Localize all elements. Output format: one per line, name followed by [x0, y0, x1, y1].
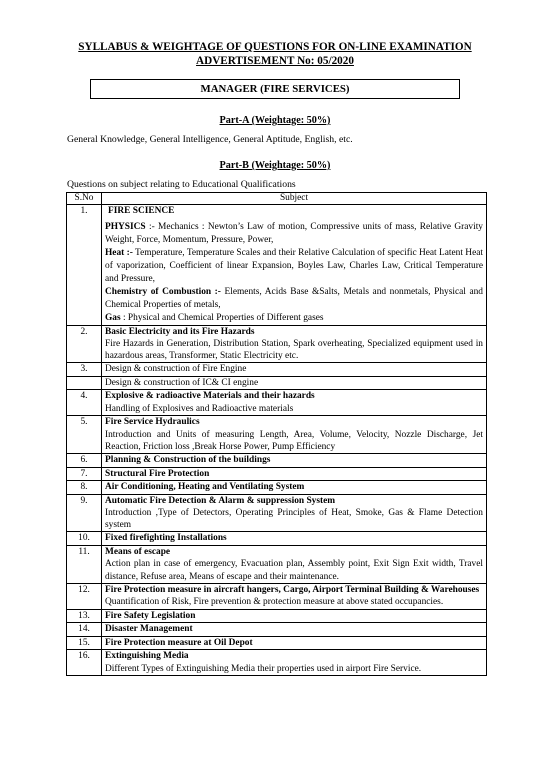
doc-title: SYLLABUS & WEIGHTAGE OF QUESTIONS FOR ON-LINE EXAMINATION — [78, 41, 472, 53]
row-description: Introduction ,Type of Detectors, Operating Principles of Heat, Smoke, Gas & Flame Detection system — [105, 508, 483, 531]
row-subject — [102, 494, 487, 532]
row-number: 15. — [67, 636, 102, 650]
table-row — [67, 636, 487, 650]
row-subject: Fixed firefighting Installations — [102, 532, 487, 546]
row-number: 1. — [67, 205, 102, 326]
chemistry-text: Elements, Acids Base &Salts, Metals and nonmetals, Physical and Chemical Properties of metals, — [105, 286, 483, 310]
part-b-text: Questions on subject relating to Educational Qualifications — [67, 179, 296, 190]
physics-label: PHYSICS — [105, 221, 146, 232]
table-row — [67, 532, 487, 546]
heat-text: Temperature, Temperature Scales and their Relative Calculation of specific Heat Latent Heat of vaporization, Coefficient of linear Expansion, Boyles Law, Charles Law, Critical Temperature and Pressure, — [105, 247, 484, 284]
table-row — [67, 481, 487, 495]
row-subject: Fire Safety Legislation — [102, 609, 487, 623]
row-title: FIRE SCIENCE — [108, 206, 175, 216]
row-title: Fire Service Hydraulics — [105, 417, 200, 428]
row-description: Fire Hazards in Generation, Distribution Station, Spark overheating, Specialized equipment used in hazardous areas, Transformer, Static Electricity etc. — [105, 339, 483, 362]
table-row — [67, 609, 487, 623]
row-subject: Design & construction of Fire Engine — [102, 363, 487, 377]
col-subject-header: Subject — [102, 193, 487, 205]
gas-label: Gas — [105, 312, 121, 323]
chemistry-label: Chemistry of Combustion :- — [105, 286, 221, 297]
physics-section — [105, 221, 483, 247]
row-description: Different Types of Extinguishing Media their properties used in airport Fire Service. — [105, 663, 422, 674]
row-title: Basic Electricity and its Fire Hazards — [105, 326, 255, 337]
advertisement-number: ADVERTISEMENT No: 05/2020 — [196, 55, 354, 67]
row-subject — [102, 545, 487, 583]
col-sno-header: S.No — [67, 193, 102, 205]
table-row — [67, 454, 487, 468]
table-row — [67, 545, 487, 583]
row-title: Fire Protection measure in aircraft hangers, Cargo, Airport Terminal Building & Warehouses — [105, 584, 480, 595]
row-description: Introduction and Units of measuring Length, Area, Volume, Velocity, Nozzle Discharge, Jet Reaction, Friction loss ,Break Horse Power, Pump Efficiency — [105, 429, 483, 452]
row-number: 9. — [67, 494, 102, 532]
row-subject: Structural Fire Protection — [102, 467, 487, 481]
row-number: 4. — [67, 390, 102, 416]
heat-label: Heat :- — [105, 247, 133, 258]
physics-text: :- Mechanics : Newton’s Law of motion, Compressive units of mass, Relative Gravity Weight, Force, Momentum, Pressure, Power, — [105, 221, 483, 245]
row-title: Explosive & radioactive Materials and their hazards — [105, 391, 315, 402]
part-b-heading: Part-B (Weightage: 50%) — [219, 160, 331, 171]
table-row — [67, 376, 487, 390]
row-number: 3. — [67, 363, 102, 377]
table-row — [67, 467, 487, 481]
part-a-text: General Knowledge, General Intelligence, General Aptitude, English, etc. — [67, 134, 353, 145]
row-subject — [102, 650, 487, 676]
row-number: 11. — [67, 545, 102, 583]
row-number: 12. — [67, 583, 102, 609]
row-number: 8. — [67, 481, 102, 495]
row-title: Means of escape — [105, 546, 171, 557]
table-row — [67, 363, 487, 377]
table-row — [67, 583, 487, 609]
gas-text: : Physical and Chemical Properties of Different gases — [120, 312, 324, 323]
row-number: 5. — [67, 416, 102, 454]
table-row — [67, 623, 487, 637]
row-number: 13. — [67, 609, 102, 623]
row-subject: Planning & Construction of the buildings — [102, 454, 487, 468]
table-row — [67, 416, 487, 454]
row-title: Automatic Fire Detection & Alarm & suppression System — [105, 495, 336, 506]
row-description: Action plan in case of emergency, Evacuation plan, Assembly point, Exit Sign Exit width, Travel distance, Refuse area, Means of escape and their maintenance. — [105, 559, 483, 582]
row-number: 6. — [67, 454, 102, 468]
row-number: 16. — [67, 650, 102, 676]
row-number: 10. — [67, 532, 102, 546]
row-subject: Disaster Management — [102, 623, 487, 637]
row-subject — [102, 205, 487, 326]
row-description: Handling of Explosives and Radioactive materials — [105, 403, 294, 414]
row-number: 2. — [67, 325, 102, 363]
row-description: Design & construction of IC& CI engine — [102, 376, 487, 390]
heat-section — [105, 247, 483, 286]
table-row — [67, 494, 487, 532]
table-row — [67, 390, 487, 416]
gas-section — [105, 312, 483, 325]
syllabus-table — [66, 192, 487, 676]
table-row — [67, 325, 487, 363]
row-subject — [102, 416, 487, 454]
row-subject — [102, 583, 487, 609]
table-row — [67, 650, 487, 676]
table-row — [67, 205, 487, 326]
row-subject: Fire Protection measure at Oil Depot — [102, 636, 487, 650]
row-subject — [102, 390, 487, 416]
row-subject — [102, 325, 487, 363]
part-a-heading: Part-A (Weightage: 50%) — [219, 115, 331, 126]
row-description: Quantification of Risk, Fire prevention & protection measure at above stated occupancies. — [105, 597, 444, 608]
table-header-row — [67, 193, 487, 205]
row-number: 14. — [67, 623, 102, 637]
post-title: MANAGER (FIRE SERVICES) — [90, 79, 460, 99]
row-subject: Air Conditioning, Heating and Ventilating System — [102, 481, 487, 495]
row-number: 7. — [67, 467, 102, 481]
chemistry-section — [105, 286, 483, 312]
row-title: Extinguishing Media — [105, 651, 189, 662]
